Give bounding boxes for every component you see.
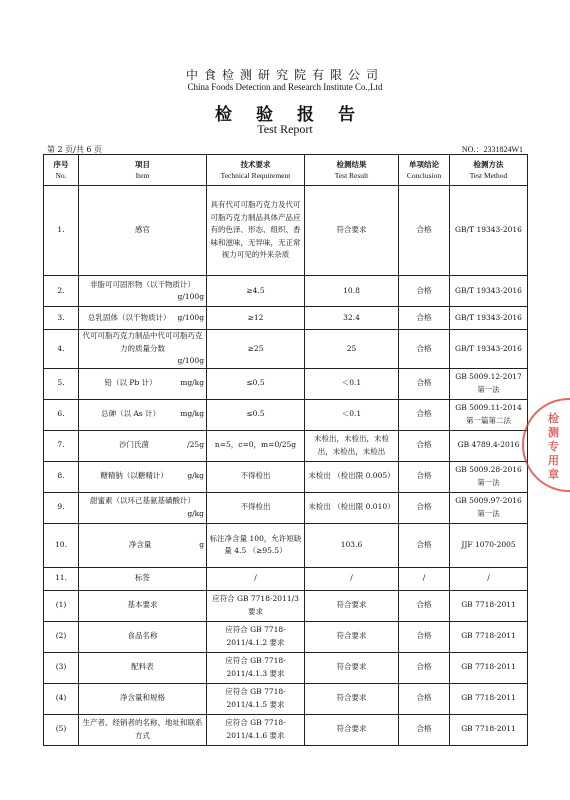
row-conclusion: 合格: [399, 683, 450, 714]
row-item: [79, 492, 207, 523]
row-result: 未检出 （检出限 0.010）: [305, 492, 399, 523]
row-conclusion: 合格: [399, 307, 450, 330]
item-label: 基本要求: [127, 600, 158, 610]
row-no: 10.: [44, 523, 79, 567]
item-unit: g/100g: [177, 292, 204, 301]
table-row: [44, 186, 528, 276]
item-label: 代可可脂巧克力制品中代可可脂巧克力的质量分数: [82, 331, 203, 353]
page-info: 第 2 页/共 6 页: [47, 145, 103, 154]
row-no: 3.: [44, 307, 79, 330]
row-requirement: 具有代可可脂巧克力及代可可脂巧克力制品具体产品应有的色泽、形态、组织、香味和滋味，无异味，无正常视力可见的外来杂质: [207, 186, 305, 276]
row-method: GB/T 19343-2016: [450, 186, 528, 276]
row-requirement: 不得检出: [207, 492, 305, 523]
table-row: [44, 276, 528, 307]
row-conclusion: 合格: [399, 621, 450, 652]
row-conclusion: 合格: [399, 186, 450, 276]
row-no: (2): [44, 621, 79, 652]
row-result: 符合要求: [305, 714, 399, 745]
row-method: GB 5009.97-2016 第一法: [450, 492, 528, 523]
row-method: GB 5009.11-2014 第一篇第二法: [450, 399, 528, 430]
table-row: [44, 714, 528, 745]
row-method: GB 5009.28-2016 第一法: [450, 461, 528, 492]
item-label: 甜蜜素（以环己基氨基磺酸计）: [90, 496, 195, 505]
item-label: 非脂可可固形物（以干物质计）: [90, 279, 195, 289]
item-unit: g/100g: [177, 312, 204, 322]
row-method: /: [450, 567, 528, 590]
item-label: 沙门氏菌: [119, 440, 150, 450]
item-unit: mg/kg: [180, 409, 204, 419]
item-label: 配料表: [131, 662, 154, 672]
item-unit: g: [199, 539, 204, 549]
row-no: 9.: [44, 492, 79, 523]
row-result: 符合要求: [305, 590, 399, 621]
row-conclusion: 合格: [399, 652, 450, 683]
row-result: 未检出 （检出限 0.005）: [305, 461, 399, 492]
item-label: 净含量和规格: [120, 693, 165, 703]
item-unit: g/kg: [187, 471, 204, 481]
row-method: GB 4789.4-2016: [450, 430, 528, 461]
row-requirement: 不得检出: [207, 461, 305, 492]
row-no: (1): [44, 590, 79, 621]
row-method: GB 7718-2011: [450, 652, 528, 683]
row-item: [79, 186, 207, 276]
row-result: 符合要求: [305, 621, 399, 652]
row-method: JJF 1070-2005: [450, 523, 528, 567]
row-item: [79, 590, 207, 621]
row-requirement: /: [207, 567, 305, 590]
row-item: [79, 621, 207, 652]
row-no: 1.: [44, 186, 79, 276]
item-unit: g/kg: [187, 508, 204, 518]
row-conclusion: 合格: [399, 330, 450, 369]
header-requirement: 技术要求 Technical Requirement: [207, 155, 305, 186]
table-row: [44, 492, 528, 523]
row-conclusion: 合格: [399, 714, 450, 745]
row-no: 11.: [44, 567, 79, 590]
row-result: 103.6: [305, 523, 399, 567]
item-unit: mg/kg: [180, 378, 204, 388]
row-item: [79, 461, 207, 492]
report-title-cn: 检验报告: [215, 105, 379, 125]
row-method: GB 7718-2011: [450, 683, 528, 714]
row-method: GB 7718-2011: [450, 621, 528, 652]
row-result: 25: [305, 330, 399, 369]
table-row: [44, 399, 528, 430]
row-requirement: 应符合 GB 7718-2011/4.1.2 要求: [207, 621, 305, 652]
item-label: 净含量: [128, 539, 152, 549]
header-result: 检测结果 Test Result: [305, 155, 399, 186]
table-row: [44, 330, 528, 369]
item-label: 总砷（以 As 计）: [101, 409, 161, 419]
row-conclusion: 合格: [399, 368, 450, 399]
row-conclusion: 合格: [399, 399, 450, 430]
row-conclusion: 合格: [399, 492, 450, 523]
row-no: (5): [44, 714, 79, 745]
row-requirement: ≥25: [207, 330, 305, 369]
row-conclusion: 合格: [399, 461, 450, 492]
row-no: 5.: [44, 368, 79, 399]
row-requirement: ≤0.5: [207, 399, 305, 430]
row-item: [79, 307, 207, 330]
row-conclusion: 合格: [399, 523, 450, 567]
item-unit: /25g: [187, 440, 204, 450]
row-conclusion: 合格: [399, 590, 450, 621]
table-row: [44, 567, 528, 590]
table-row: [44, 590, 528, 621]
row-result: 32.4: [305, 307, 399, 330]
item-label: 感官: [135, 225, 150, 235]
org-name-cn: 中食检测研究院有限公司: [185, 68, 384, 82]
row-method: GB/T 19343-2016: [450, 307, 528, 330]
row-requirement: 应符合 GB 7718-2011/4.1.5 要求: [207, 683, 305, 714]
header-method: 检测方法 Test Method: [450, 155, 528, 186]
row-item: [79, 368, 207, 399]
item-label: 生产者、经销者的名称、地址和联系方式: [82, 718, 203, 740]
row-item: [79, 523, 207, 567]
row-no: 2.: [44, 276, 79, 307]
row-requirement: 应符合 GB 7718-2011/4.1.3 要求: [207, 652, 305, 683]
row-no: (4): [44, 683, 79, 714]
row-result: ＜0.1: [305, 399, 399, 430]
row-item: [79, 430, 207, 461]
table-row: [44, 430, 528, 461]
test-results-table: [43, 154, 528, 746]
row-method: GB 5009.12-2017 第一法: [450, 368, 528, 399]
header-conclusion: 单项结论 Conclusion: [399, 155, 450, 186]
row-item: [79, 399, 207, 430]
org-name-en: China Foods Detection and Research Institute Co.,Ltd: [187, 82, 383, 92]
table-row: [44, 683, 528, 714]
row-method: GB/T 19343-2016: [450, 276, 528, 307]
table-header-row: [44, 155, 528, 186]
row-method: GB 7718-2011: [450, 590, 528, 621]
row-requirement: n=5，c=0，m=0/25g: [207, 430, 305, 461]
row-no: 4.: [44, 330, 79, 369]
row-result: ＜0.1: [305, 368, 399, 399]
header-no: 序号 No.: [44, 155, 79, 186]
row-item: [79, 683, 207, 714]
table-row: [44, 461, 528, 492]
table-row: [44, 652, 528, 683]
header-item: 项目 Item: [79, 155, 207, 186]
stamp-text: 检测专用章: [548, 412, 559, 481]
row-conclusion: 合格: [399, 430, 450, 461]
table-row: [44, 523, 528, 567]
row-result: 10.8: [305, 276, 399, 307]
row-conclusion: 合格: [399, 276, 450, 307]
row-item: [79, 567, 207, 590]
item-label: 食品名称: [127, 631, 158, 641]
item-label: 总乳固体（以干物质计）: [88, 312, 171, 322]
table-row: [44, 621, 528, 652]
row-requirement: ≥4.5: [207, 276, 305, 307]
row-requirement: 标注净含量 100，允许短缺量 4.5 （≥95.5）: [207, 523, 305, 567]
table-row: [44, 307, 528, 330]
row-method: GB 7718-2011: [450, 714, 528, 745]
row-no: 7.: [44, 430, 79, 461]
row-no: (3): [44, 652, 79, 683]
row-requirement: ≥12: [207, 307, 305, 330]
item-label: 糖精钠（以糖精计）: [100, 471, 168, 481]
item-label: 铅（以 Pb 计）: [104, 378, 157, 388]
row-conclusion: /: [399, 567, 450, 590]
row-requirement: ≤0.5: [207, 368, 305, 399]
row-result: 符合要求: [305, 683, 399, 714]
row-item: [79, 330, 207, 369]
row-result: 符合要求: [305, 652, 399, 683]
table-row: [44, 368, 528, 399]
row-method: GB/T 19343-2016: [450, 330, 528, 369]
row-no: 6.: [44, 399, 79, 430]
row-result: 符合要求: [305, 186, 399, 276]
item-label: 标签: [135, 573, 150, 583]
row-item: [79, 276, 207, 307]
row-item: [79, 714, 207, 745]
row-requirement: 应符合 GB 7718-2011/3 要求: [207, 590, 305, 621]
row-result: 未检出，未检出，未检出，未检出，未检出: [305, 430, 399, 461]
item-unit: g/100g: [177, 356, 204, 365]
row-item: [79, 652, 207, 683]
report-title-en: Test Report: [257, 122, 313, 136]
report-number: NO.：2331824W1: [461, 145, 523, 154]
row-no: 8.: [44, 461, 79, 492]
row-requirement: 应符合 GB 7718-2011/4.1.6 要求: [207, 714, 305, 745]
row-result: /: [305, 567, 399, 590]
